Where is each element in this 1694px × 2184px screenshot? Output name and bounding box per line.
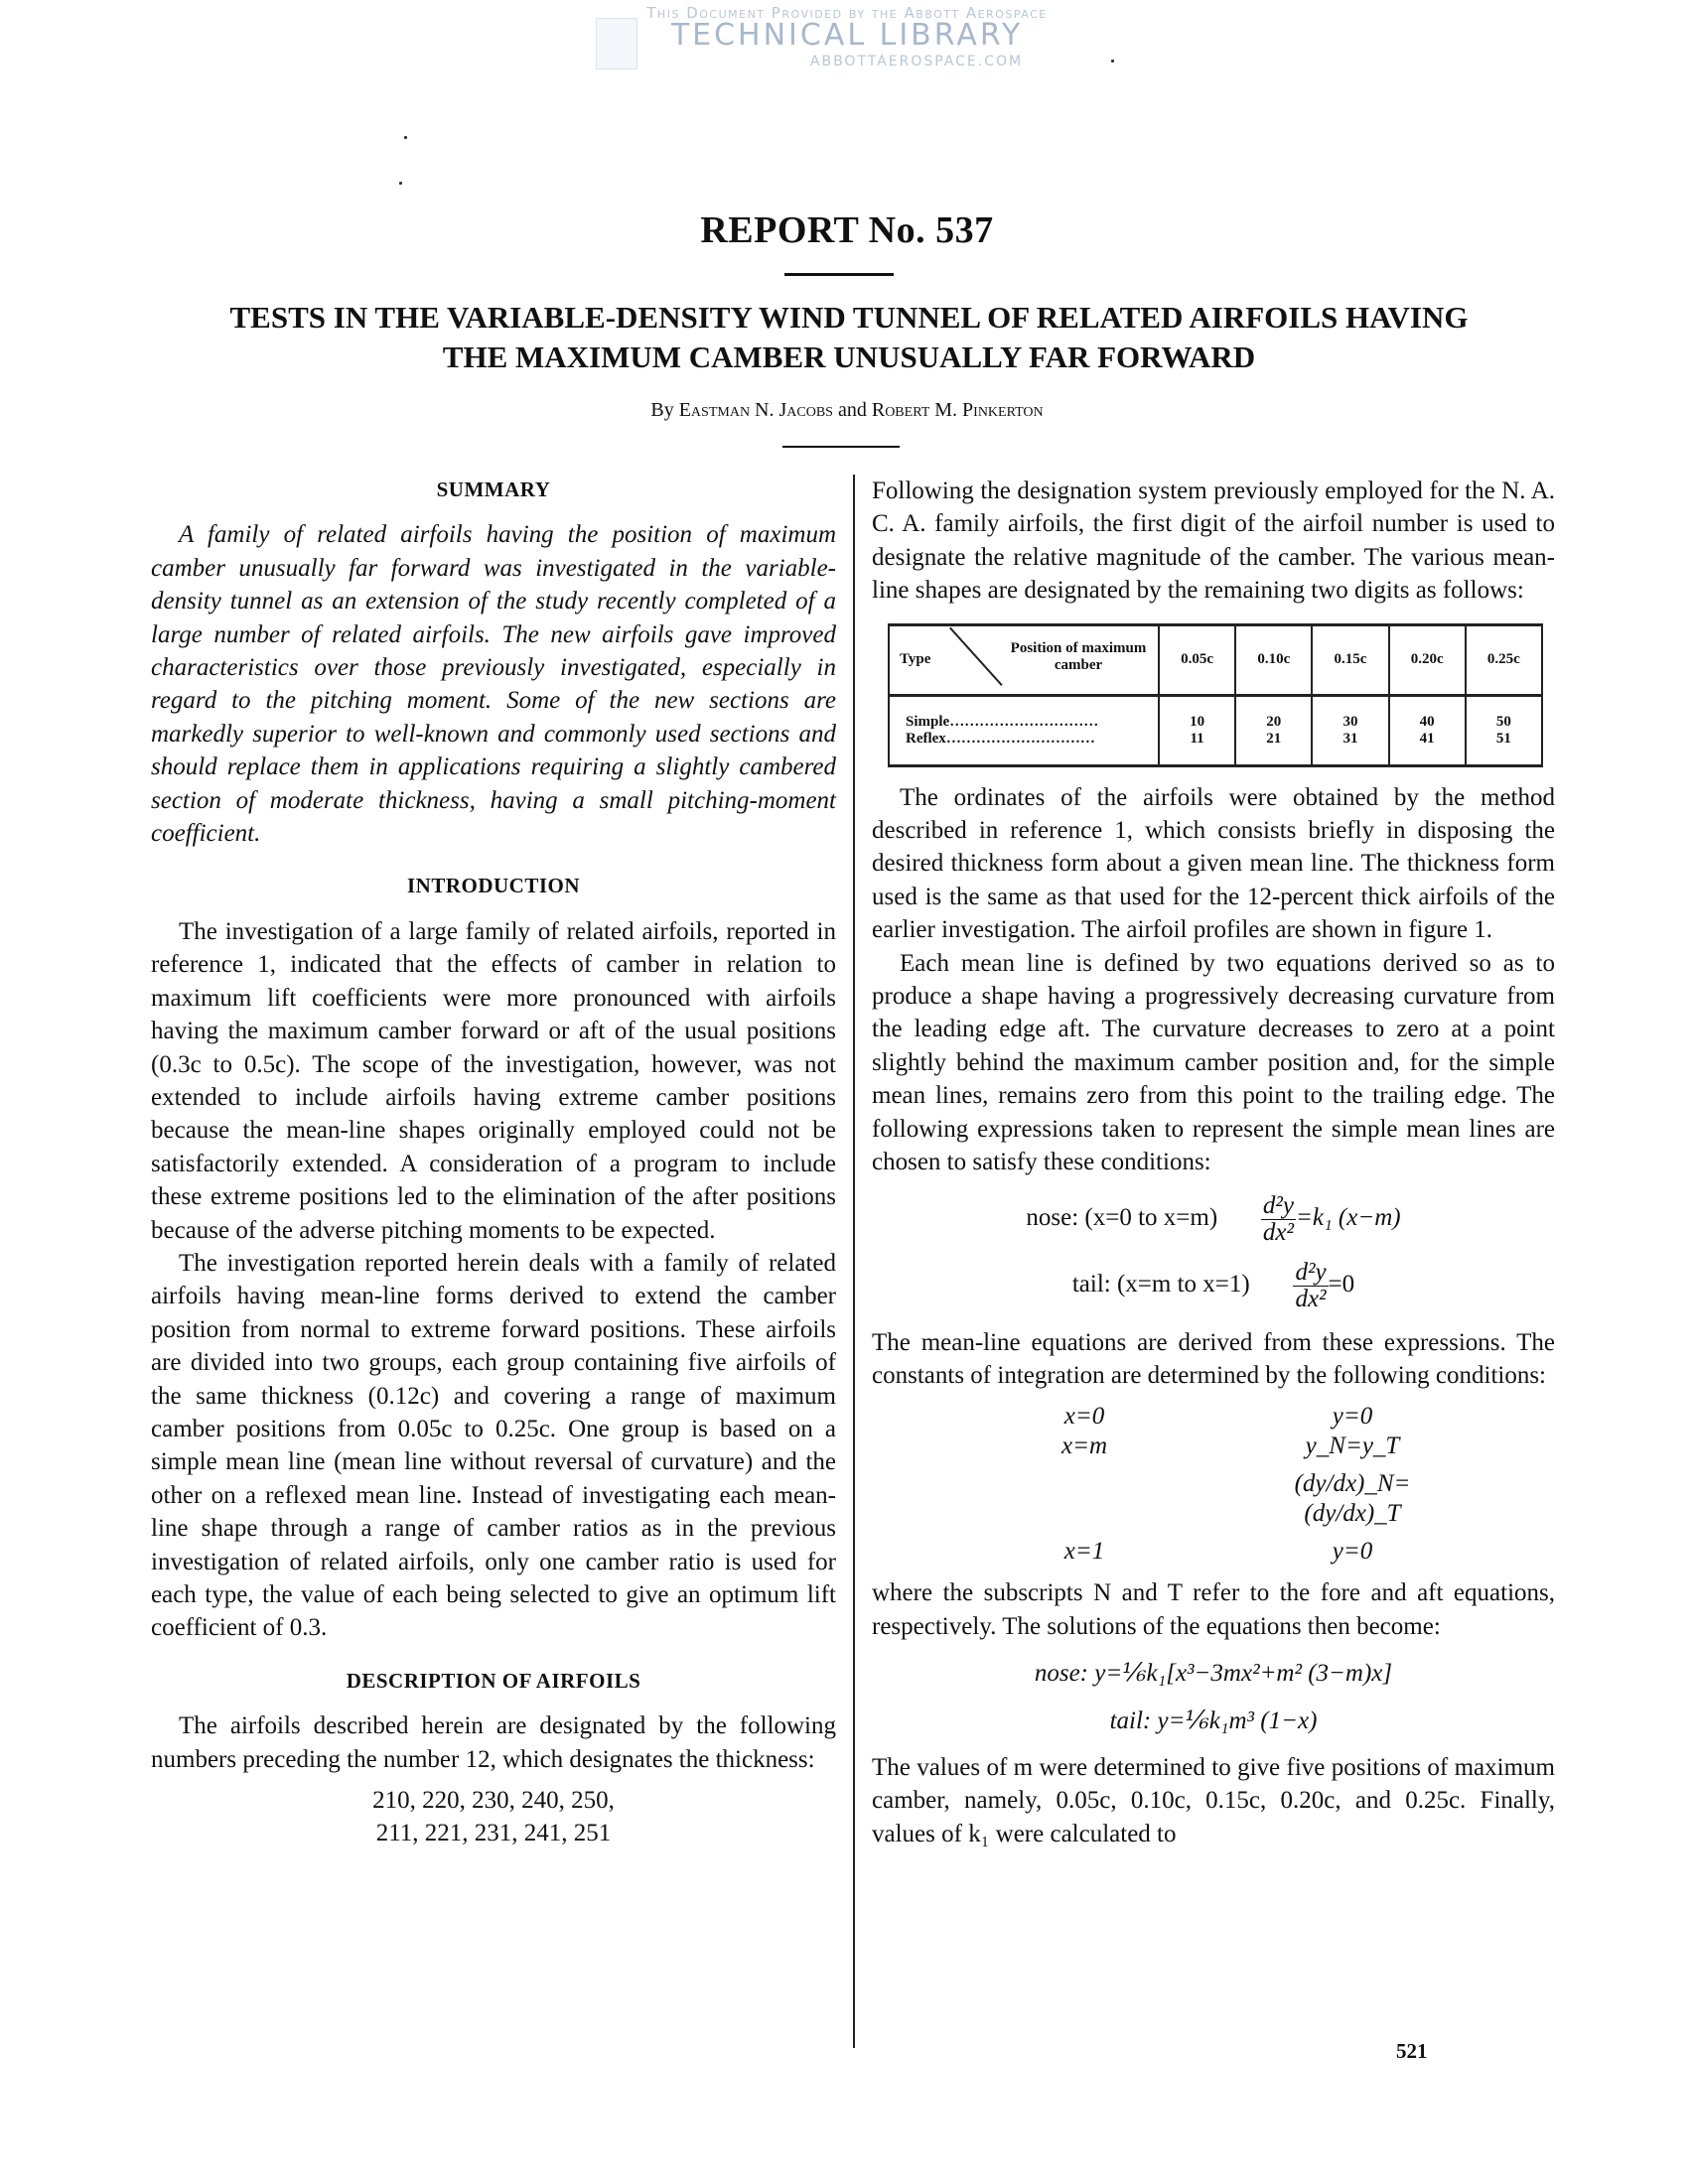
boundary-conditions [872, 1402, 1555, 1567]
mean-line-designation-table [888, 623, 1543, 767]
scan-speck [1111, 60, 1114, 63]
left-column [151, 472, 836, 1849]
mean-line-paragraph: Each mean line is defined by two equations derived so as to produce a shape having a progressively decreasing curvature from the leading edge aft. The curvature decreases to zero at a point slightly behind the maximum camber position and, for the simple mean lines, remains zero from this point to the trailing edge. The following expressions taken to represent the simple mean lines are chosen to satisfy these conditions: [872, 949, 1555, 1176]
equation-tail-curvature [872, 1260, 1555, 1312]
column-header: 0.20c [1389, 624, 1466, 695]
byline [0, 399, 1694, 422]
condition: y=0 [1332, 1403, 1373, 1431]
condition: y_N=y_T [1305, 1433, 1400, 1460]
position-label: Position of maximum camber [1010, 639, 1147, 673]
diagonal-divider [949, 626, 1003, 685]
byline-and: and [837, 399, 867, 421]
description-paragraph: The airfoils described herein are designated by the following numbers preceding the number 12, which designates the thickness: [151, 1712, 836, 1773]
introduction-paragraph-2: The investigation reported herein deals with a family of related airfoils having mean-line forms derived to extend the camber position from normal to extreme forward positions. These airfoils are divided into two groups, each group containing five airfoils of the same thickness (0.12c) and covering a range of maximum camber positions from 0.05c to 0.25c. One group is based on a simple mean line (mean line without reversal of curvature) and the other on a reflexed mean line. Instead of investigating each mean-line shape through a range of camber ratios as in the previous investigation of related airfoils, only one camber ratio is used for each type, the value of each being selected to give an optimum lift coefficient of 0.3. [151, 1249, 836, 1642]
airfoil-numbers-line-2: 211, 221, 231, 241, 251 [375, 1820, 612, 1847]
second-derivative-fraction: $\frac{\text{d²y}}{\text{dx²}}$ [1295, 1258, 1327, 1312]
title-rule [784, 273, 894, 276]
condition: x=1 [1063, 1538, 1105, 1566]
eq-tail-rhs: =0 [1328, 1270, 1355, 1297]
designation-paragraph: Following the designation system previously employed for the N. A. C. A. family airfoils, the first digit of the airfoil number is used to designate the relative magnitude of the camber. The various mean-line shapes are designated by the remaining two digits as follows: [872, 478, 1555, 605]
report-title [129, 298, 1569, 377]
title-line-1: TESTS IN THE VARIABLE-DENSITY WIND TUNNEL OF RELATED AIRFOILS HAVING [229, 300, 1469, 335]
airfoil-numbers-line-1: 210, 220, 230, 240, 250, [372, 1787, 615, 1815]
row-labels: Simple………………………… Reflex………………………… [889, 695, 1159, 765]
row-label-reflex: Reflex [906, 730, 946, 747]
introduction-heading: INTRODUCTION [406, 874, 581, 898]
byline-prefix: By [650, 399, 674, 421]
table-cell: 10 11 [1159, 695, 1235, 765]
watermark-technical-library: TECHNICAL LIBRARY [670, 18, 1024, 53]
table-cell: 30 31 [1312, 695, 1388, 765]
title-line-2: THE MAXIMUM CAMBER UNUSUALLY FAR FORWARD [442, 340, 1256, 374]
constants-paragraph: The mean-line equations are derived from these expressions. The constants of integration are determined by the following conditions: [872, 1328, 1555, 1389]
second-derivative-fraction: $\frac{\text{d²y}}{\text{dx²}}$ [1262, 1191, 1294, 1246]
column-header: 0.15c [1312, 624, 1388, 695]
summary-heading: SUMMARY [436, 478, 551, 501]
solution-tail: tail: y=⅙k₁m³ (1−x) [1109, 1706, 1318, 1734]
page-number: 521 [1396, 2039, 1428, 2063]
scan-speck [404, 136, 407, 139]
airfoil-numbers [151, 1784, 836, 1849]
author-2: Robert M. Pinkerton [871, 399, 1044, 421]
table-cell: 50 51 [1466, 695, 1542, 765]
scan-speck [399, 182, 402, 185]
type-label: Type [900, 650, 931, 667]
column-header: 0.25c [1466, 624, 1542, 695]
report-number: REPORT No. 537 [700, 209, 994, 251]
column-divider [853, 475, 855, 2048]
condition: y=0 [1332, 1538, 1373, 1566]
author-1: Eastman N. Jacobs [678, 399, 833, 421]
watermark-url: ABBOTTAEROSPACE.COM [809, 54, 1024, 69]
condition: x=m [1060, 1433, 1108, 1460]
table-header-row [889, 624, 1542, 695]
description-heading: DESCRIPTION OF AIRFOILS [346, 1668, 641, 1693]
condition: x=0 [1063, 1403, 1105, 1431]
ordinates-paragraph: The ordinates of the airfoils were obtained by the method described in reference 1, which consists briefly in disposing the desired thickness form about a given mean line. The thickness form used is the same as that used for the 12-percent thick airfoils of the earlier investigation. The airfoil profiles are shown in figure 1. [872, 783, 1555, 944]
condition-slope-continuity: (dy/dx)_N=(dy/dx)_T [1294, 1470, 1411, 1528]
table-body-row [889, 695, 1542, 765]
eq-nose-range: nose: (x=0 to x=m) [1026, 1203, 1218, 1231]
row-label-simple: Simple [906, 713, 950, 730]
table-cell: 20 21 [1235, 695, 1312, 765]
watermark-line1: This Document Provided by the Abbott Aerospace [646, 4, 1048, 22]
camber-values-paragraph: The values of m were determined to give five positions of maximum camber, namely, 0.05c, 0.10c, 0.15c, 0.20c, and 0.25c. Finally, values of k₁ were calculated to [872, 1753, 1555, 1847]
solution-nose: nose: y=⅙k₁[x³−3mx²+m² (3−m)x] [1034, 1660, 1393, 1688]
right-column [872, 475, 1555, 1850]
column-header: 0.10c [1235, 624, 1312, 695]
subscripts-paragraph: where the subscripts N and T refer to the fore and aft equations, respectively. The solutions of the equations then become: [872, 1579, 1555, 1640]
table-cell: 40 41 [1389, 695, 1466, 765]
equation-nose-curvature [872, 1193, 1555, 1246]
eq-tail-range: tail: (x=m to x=1) [1071, 1270, 1250, 1297]
byline-rule [782, 446, 900, 448]
summary-text: A family of related airfoils having the position of maximum camber unusually far forward was investigated in the variable-density tunnel as an extension of the study recently completed of a large number of related airfoils. The new airfoils gave improved characteristics over those previously investigated, especially in regard to the pitching moment. Some of the new sections are markedly superior to well-known and commonly used sections and should replace them in applications requiring a slightly cambered section of moderate thickness, having a small pitching-moment coefficient. [151, 521, 836, 848]
column-header: 0.05c [1159, 624, 1235, 695]
eq-nose-rhs: =k₁ (x−m) [1296, 1203, 1401, 1231]
type-position-header [889, 624, 1159, 695]
introduction-paragraph-1: The investigation of a large family of related airfoils, reported in reference 1, indicated that the effects of camber in relation to maximum lift coefficients were more pronounced with airfoils having the maximum camber forward or aft of the usual positions (0.3c to 0.5c). The scope of the investigation, however, was not extended to include airfoils having extreme camber positions because the mean-line shapes originally employed could not be satisfactorily extended. A consideration of a program to include these extreme positions led to the elimination of the after positions because of the adverse pitching moments to be expected. [151, 917, 836, 1244]
